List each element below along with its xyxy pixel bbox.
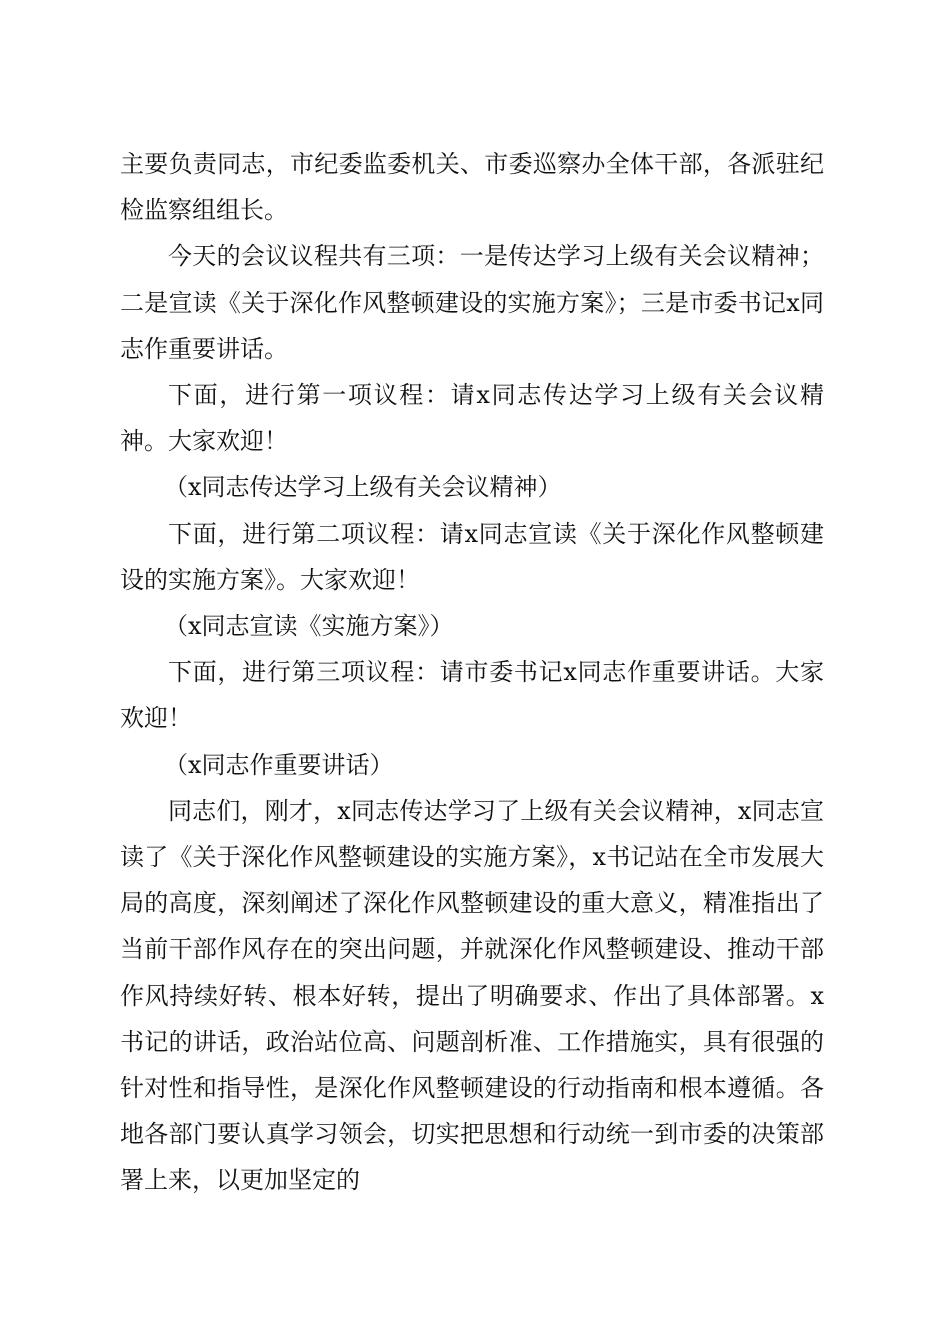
paragraph-agenda-item-2: 下面，进行第二项议程：请x同志宣读《关于深化作风整顿建设的实施方案》。大家欢迎！ (120, 519, 824, 594)
paragraph-summary: 同志们，刚才，x同志传达学习了上级有关会议精神，x同志宣读了《关于深化作风整顿建设的实施方案》，x书记站在全市发展大局的高度，深刻阐述了深化作风整顿建设的重大意义，精准指出了当前干部作风存在的突出问题，并就深化作风整顿建设、推动干部作风持续好转、根本好转，提出了明确要求、作出了具体部署。x书记的讲话，政治站位高、问题剖析准、工作措施实，具有很强的针对性和指导性，是深化作风整顿建设的行动指南和根本遵循。各地各部门要认真学习领会，切实把思想和行动统一到市委的决策部署上来，以更加坚定的 (120, 796, 824, 1195)
document-body (120, 141, 824, 1204)
paragraph-agenda: 今天的会议议程共有三项：一是传达学习上级有关会议精神；二是宣读《关于深化作风整顿建设的实施方案》；三是市委书记x同志作重要讲话。 (120, 242, 824, 363)
paragraph-attendees: 主要负责同志，市纪委监委机关、市委巡察办全体干部，各派驻纪检监察组组长。 (120, 150, 824, 225)
paragraph-agenda-item-3: 下面，进行第三项议程：请市委书记x同志作重要讲话。大家欢迎！ (120, 658, 824, 733)
stage-note-1: （x同志传达学习上级有关会议精神） (164, 473, 562, 502)
paragraph-agenda-item-1: 下面，进行第一项议程：请x同志传达学习上级有关会议精神。大家欢迎！ (120, 381, 824, 456)
stage-note-2: （x同志宣读《实施方案》） (164, 612, 454, 641)
stage-note-3: （x同志作重要讲话） (164, 750, 394, 779)
